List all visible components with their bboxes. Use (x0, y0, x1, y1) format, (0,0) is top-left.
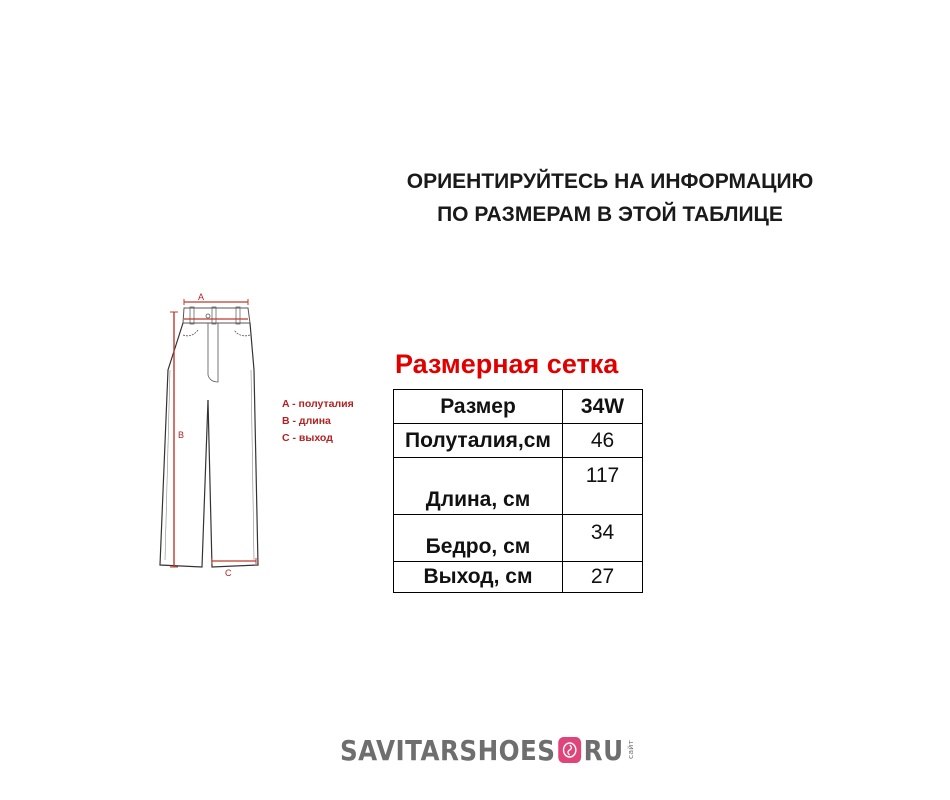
row-label: Длина, см (394, 458, 563, 515)
row-label: Бедро, см (394, 515, 563, 562)
table-row (394, 458, 643, 515)
label-a: A (198, 292, 205, 302)
table-row (394, 515, 643, 562)
logo-text-left: SAVITARSHOES (340, 733, 556, 767)
measurement-legend (282, 396, 354, 447)
logo-subtext: сайт (627, 740, 635, 760)
header-size: 34W (563, 390, 643, 424)
logo-text-right: RU (583, 733, 624, 767)
size-chart-title: Размерная сетка (395, 349, 619, 379)
heading-line-2: ПО РАЗМЕРАМ В ЭТОЙ ТАБЛИЦЕ (437, 203, 783, 226)
header-label: Размер (394, 390, 563, 424)
heading-line-1: ОРИЕНТИРУЙТЕСЬ НА ИНФОРМАЦИЮ (406, 170, 814, 193)
row-value: 117 (563, 458, 643, 515)
row-value: 27 (563, 562, 643, 593)
row-label: Полуталия,см (394, 424, 563, 458)
label-c: C (225, 568, 232, 578)
size-table (393, 389, 643, 593)
rose-icon (558, 737, 581, 763)
table-row (394, 562, 643, 593)
legend-item-b: B - длина (282, 415, 331, 427)
pants-diagram (150, 290, 270, 585)
heading (330, 165, 890, 231)
row-value: 46 (563, 424, 643, 458)
row-label: Выход, см (394, 562, 563, 593)
label-b: B (178, 430, 185, 440)
table-row (394, 424, 643, 458)
row-value: 34 (563, 515, 643, 562)
legend-item-a: A - полуталия (282, 398, 354, 410)
legend-item-c: C - выход (282, 432, 333, 444)
table-header-row (394, 390, 643, 424)
site-logo (340, 730, 635, 770)
